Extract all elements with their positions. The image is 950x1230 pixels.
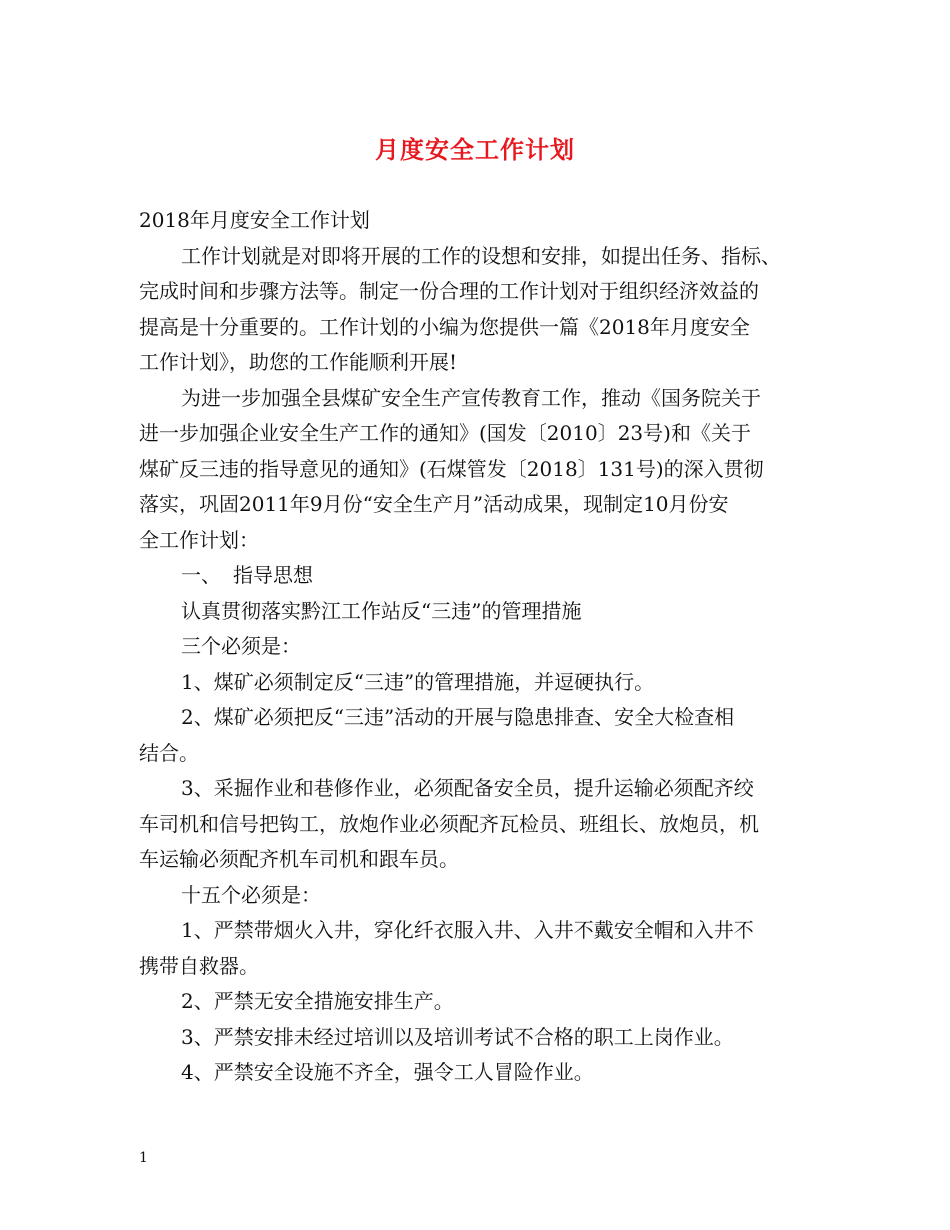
paragraph-line: 为进一步加强全县煤矿安全生产宣传教育工作，推动《国务院关于 [181,385,761,410]
section-number: 一、 [181,563,221,587]
guidance-line: 携带自救器。 [139,953,259,978]
guidance-line: 车司机和信号把钩工，放炮作业必须配齐瓦检员、班组长、放炮员，机 [139,811,759,836]
document-body [139,203,829,1091]
guidance-line: 结合。 [139,740,199,765]
paragraph-line: 工作计划》，助您的工作能顺利开展! [139,350,458,374]
guidance-line: 3、严禁安排未经过培训以及培训考试不合格的职工上岗作业。 [181,1024,734,1049]
page-number: 1 [139,1150,148,1166]
section-heading [139,558,829,594]
paragraph-line: 完成时间和步骤方法等。制定一份合理的工作计划对于组织经济效益的 [139,279,759,303]
guidance-line: 4、严禁安全设施不齐全，强令工人冒险作业。 [181,1060,594,1084]
section-heading-text: 指导思想 [233,563,313,587]
paragraph-line: 落实，巩固2011年9月份“安全生产月”活动成果，现制定10月份安 [139,492,729,516]
paragraph-line: 进一步加强企业安全生产工作的通知》(国发〔2010〕23号)和《关于 [139,421,751,445]
paragraph-line: 全工作计划： [139,527,259,552]
paragraph-line: 提高是十分重要的。工作计划的小编为您提供一篇《2018年月度安全 [139,314,750,339]
guidance-line: 3、采掘作业和巷修作业，必须配备安全员，提升运输必须配齐绞 [181,776,754,800]
guidance-line: 三个必须是： [181,634,301,658]
document-subtitle: 2018年月度安全工作计划 [139,208,370,232]
paragraph-line: 煤矿反三违的指导意见的通知》(石煤管发〔2018〕131号)的深入贯彻 [139,456,764,481]
guidance-line: 十五个必须是： [181,882,321,907]
guidance-line: 2、严禁无安全措施安排生产。 [181,989,454,1013]
guidance-line: 认真贯彻落实黔江工作站反“三违”的管理措施 [181,598,582,623]
guidance-line: 2、煤矿必须把反“三违”活动的开展与隐患排查、安全大检查相 [181,705,735,729]
guidance-line: 1、煤矿必须制定反“三违”的管理措施，并逗硬执行。 [181,669,655,694]
guidance-line: 车运输必须配齐机车司机和跟车员。 [139,847,459,871]
document-title: 月度安全工作计划 [375,135,575,164]
guidance-line: 1、严禁带烟火入井，穿化纤衣服入井、入井不戴安全帽和入井不 [181,918,754,942]
paragraph-line: 工作计划就是对即将开展的工作的设想和安排，如提出任务、指标、 [181,243,781,268]
